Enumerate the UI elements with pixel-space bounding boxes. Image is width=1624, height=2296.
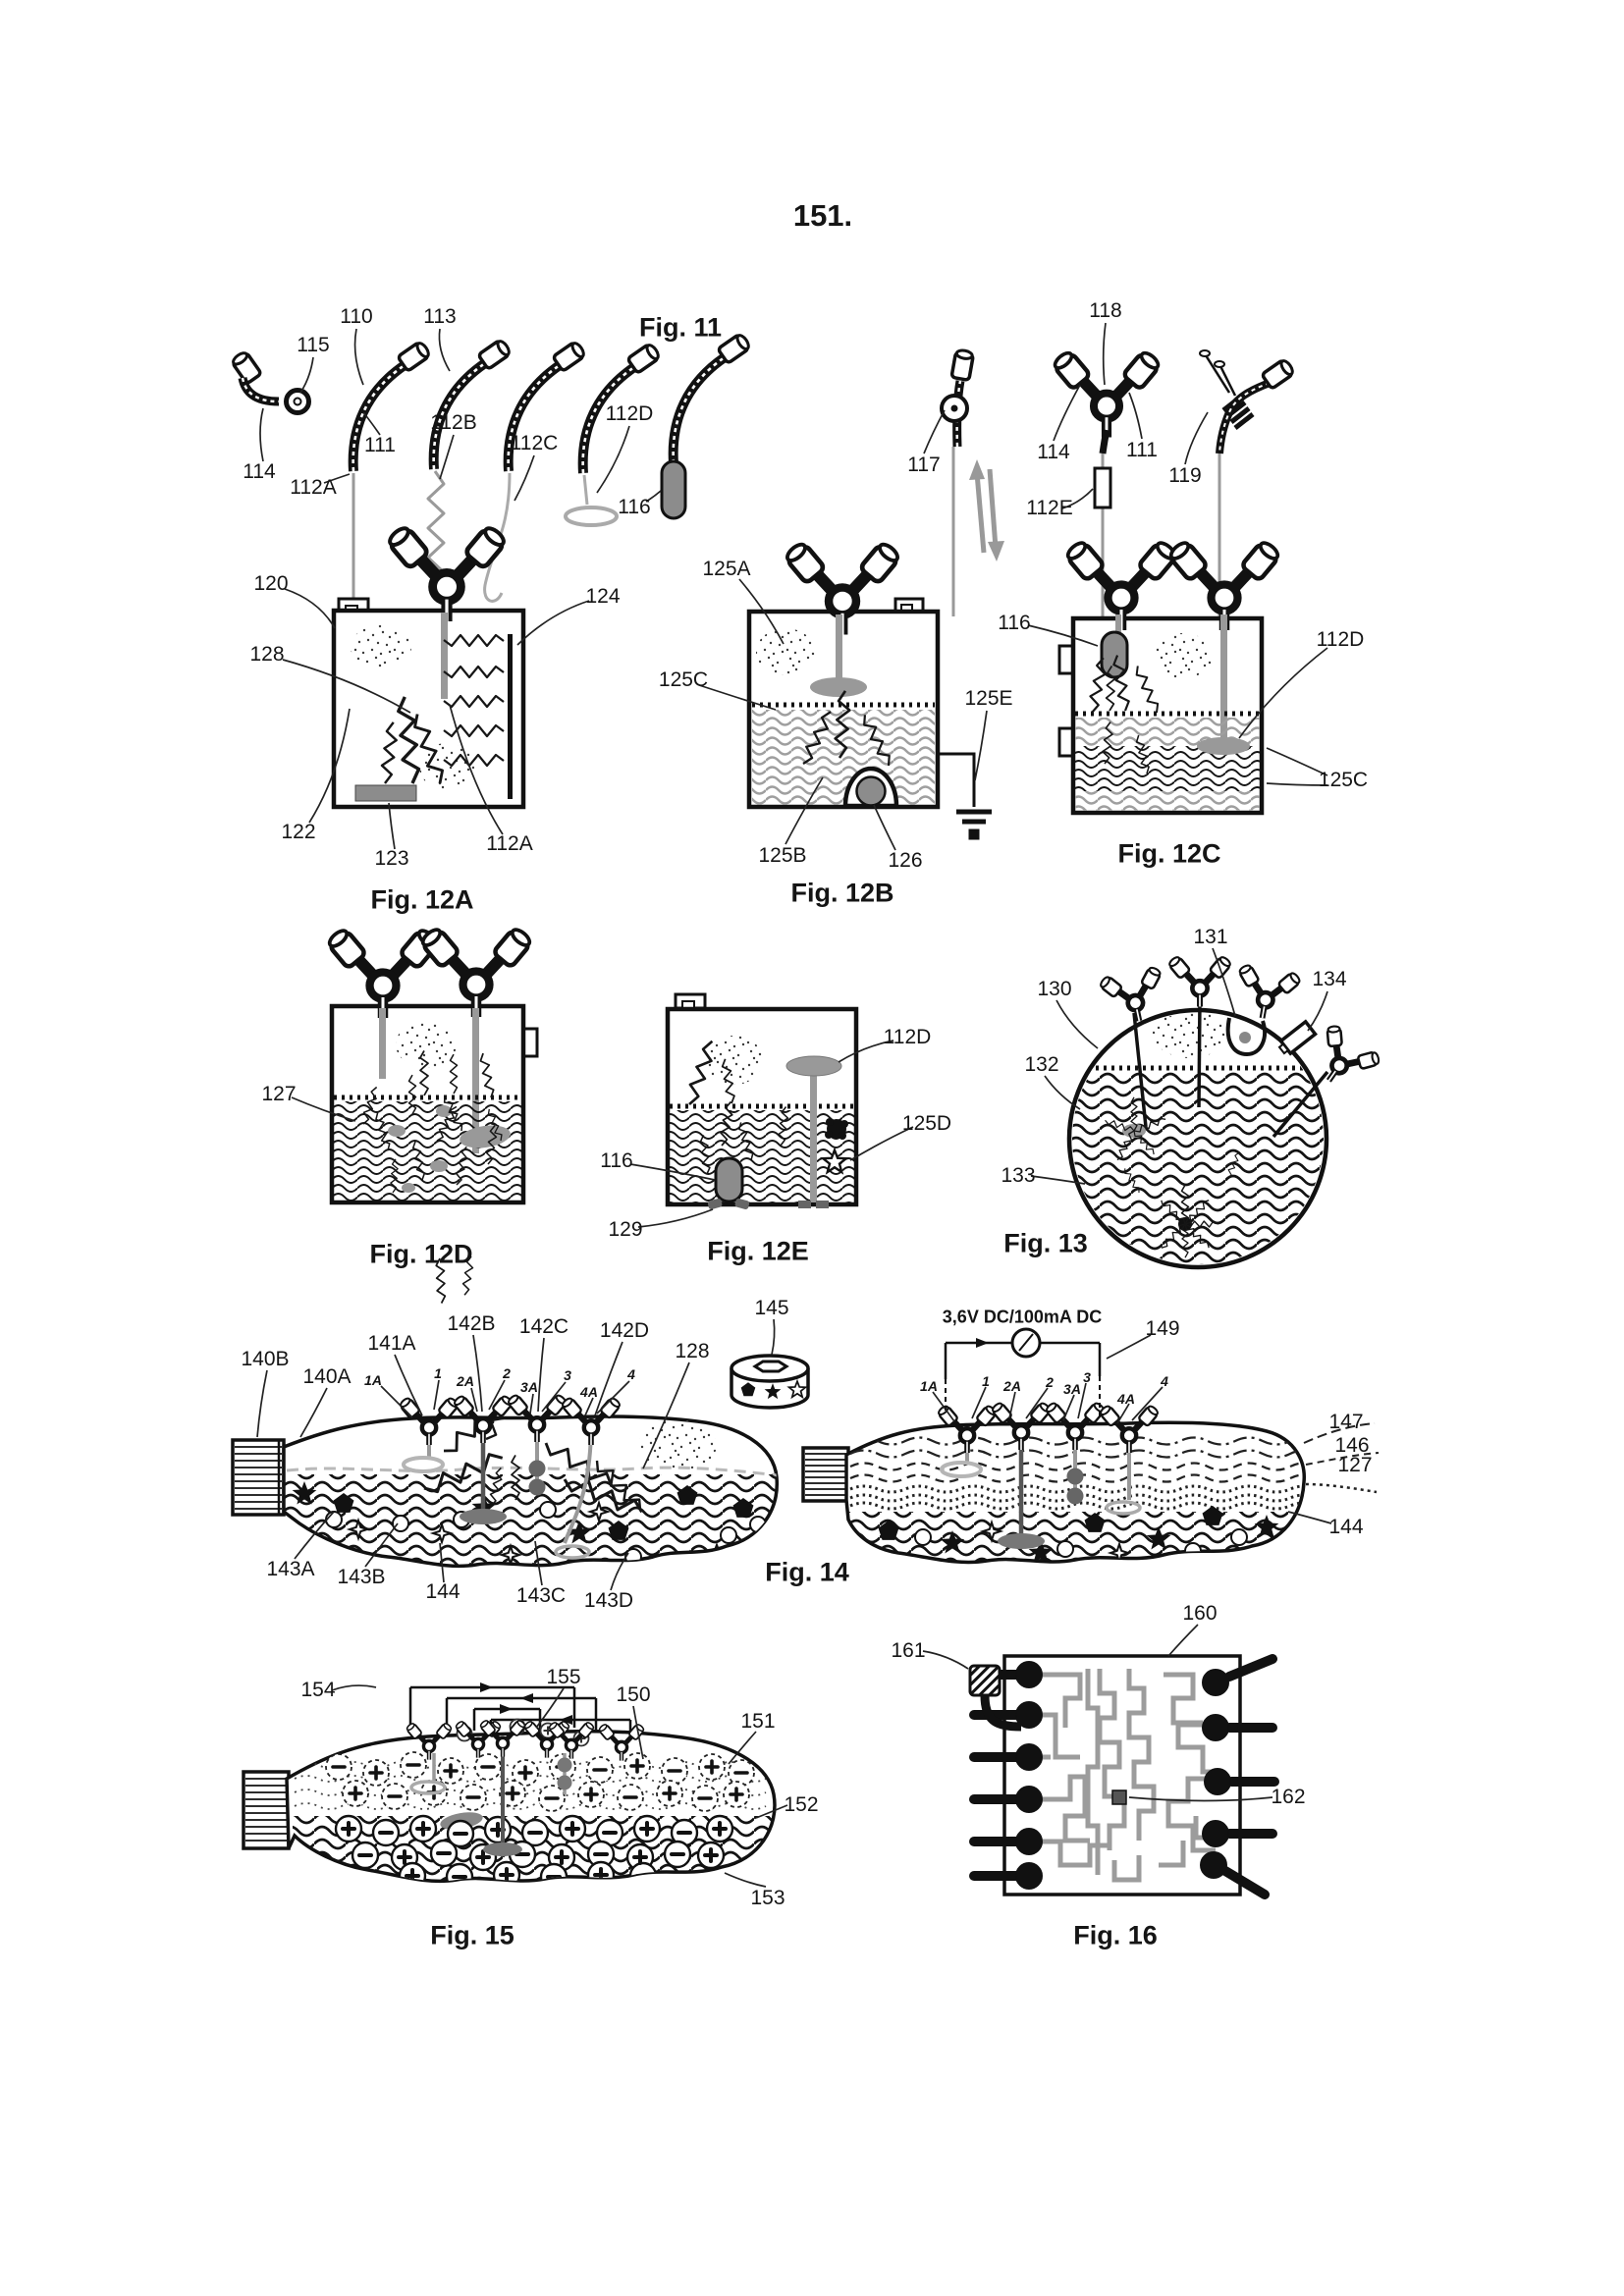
fig14-label-147: 147 <box>1328 1411 1364 1433</box>
fig12a-substrate-123 <box>355 785 416 801</box>
fig14-right-port-3a: 3A <box>1063 1381 1081 1397</box>
fig15-drawing <box>244 1682 787 1890</box>
fig14-label-128: 128 <box>675 1340 710 1362</box>
fig12c-liquid-125c <box>1075 791 1260 811</box>
fig11-title: Fig. 11 <box>638 312 723 343</box>
fig14-left-drawing <box>233 1319 808 1590</box>
fig14-label-144: 144 <box>425 1580 460 1603</box>
y-connector-118 <box>1052 349 1162 438</box>
catheter-116 <box>674 333 751 463</box>
fig14-left-cap <box>233 1440 284 1515</box>
fig12b-label-125c: 125C <box>658 668 709 691</box>
fig14-right-cap <box>803 1448 848 1501</box>
capsule-116-icon <box>662 461 685 518</box>
fig15-label-150: 150 <box>616 1683 651 1706</box>
fig14-right-port-3: 3 <box>1083 1369 1091 1385</box>
fig12d-label-127: 127 <box>261 1083 297 1105</box>
fig14-left-port-4: 4 <box>627 1366 635 1382</box>
fig13-label-132: 132 <box>1024 1053 1059 1076</box>
fig12a-label-128: 128 <box>249 643 285 666</box>
fig13-y-connector-3 <box>1230 962 1303 1024</box>
fig14-circuit-149 <box>946 1329 1100 1417</box>
fig12e-label-112d: 112D <box>883 1026 932 1048</box>
fig13-drawing <box>1031 948 1384 1268</box>
fig11-label-114: 114 <box>243 460 276 483</box>
fig12c-label-116: 116 <box>998 612 1031 634</box>
fig11-label-115: 115 <box>297 334 330 356</box>
fig12e-title: Fig. 12E <box>707 1236 809 1266</box>
fig14-left-port-3a: 3A <box>520 1379 538 1395</box>
fig11-label-112d: 112D <box>605 402 654 425</box>
catheter-113 <box>434 339 512 469</box>
fig13-label-133: 133 <box>1001 1164 1036 1187</box>
fig12e-label-116: 116 <box>600 1149 633 1172</box>
fig14-right-port-4a: 4A <box>1117 1391 1135 1407</box>
fig14-label-127: 127 <box>1337 1454 1373 1476</box>
fig14-label-141a: 141A <box>367 1332 416 1355</box>
fig14-label-140b: 140B <box>241 1348 290 1370</box>
fig11-label-118: 118 <box>1089 299 1122 322</box>
fig12c-disc-112d <box>1197 737 1250 755</box>
fig14-right-port-1: 1 <box>982 1373 990 1389</box>
fig14-left-port-2a: 2A <box>457 1373 474 1389</box>
fig15-label-155: 155 <box>546 1666 581 1688</box>
fig14-label-143b: 143B <box>337 1566 386 1588</box>
current-arrow-icon <box>976 1338 989 1348</box>
fig14-left-port-1a: 1A <box>364 1372 382 1388</box>
fig12a-label-124: 124 <box>585 585 621 608</box>
fig14-label-143c: 143C <box>515 1584 567 1607</box>
fig12c-drawing <box>1028 539 1327 813</box>
fig12b-label-125a: 125A <box>702 558 751 580</box>
fig14-supply-label: 3,6V DC/100mA DC <box>942 1307 1103 1327</box>
fig14-left-port-3: 3 <box>564 1367 571 1383</box>
fig12a-label-120: 120 <box>253 572 289 595</box>
marker-112e-icon <box>1095 468 1110 507</box>
fig15-cap <box>244 1772 289 1848</box>
fig13-label-134: 134 <box>1312 968 1347 990</box>
fig14-label-145: 145 <box>754 1297 789 1319</box>
fig15-label-151: 151 <box>740 1710 776 1733</box>
fig16-label-162: 162 <box>1271 1786 1306 1808</box>
fig14-label-149: 149 <box>1145 1317 1180 1340</box>
fig14-right-port-4: 4 <box>1161 1373 1168 1389</box>
fig11-label-119: 119 <box>1168 464 1202 487</box>
fig13-label-130: 130 <box>1037 978 1072 1000</box>
fig12a-label-112a: 112A <box>486 832 533 855</box>
fig16-label-161: 161 <box>891 1639 926 1662</box>
fig12e-label-129: 129 <box>608 1218 643 1241</box>
fig12d-title: Fig. 12D <box>369 1239 473 1269</box>
fig12b-disc-electrode <box>810 677 867 697</box>
fig12a-probe-112a <box>441 613 448 699</box>
fig12c-label-112d: 112D <box>1316 628 1365 651</box>
fig12b-title: Fig. 12B <box>790 878 894 908</box>
fig12e-particle-blob <box>825 1118 848 1140</box>
fig14-right-port-2: 2 <box>1046 1374 1054 1390</box>
fig12a-title: Fig. 12A <box>370 884 474 915</box>
fig11-label-112e: 112E <box>1026 497 1073 519</box>
fig14-label-142c: 142C <box>518 1315 569 1338</box>
fig12a-label-123: 123 <box>374 847 409 870</box>
fig16-terminal-161 <box>970 1666 1000 1695</box>
fig13-label-131: 131 <box>1193 926 1228 948</box>
fig11-label-114b: 114 <box>1037 441 1070 463</box>
fig11-drawing <box>231 323 1295 616</box>
fig12b-label-125e: 125E <box>964 687 1013 710</box>
fig12b-drawing <box>699 541 992 850</box>
fig12a-electrode-plate-124 <box>508 634 513 799</box>
fig15-label-153: 153 <box>750 1887 785 1909</box>
fig12e-disc-112d <box>786 1056 841 1076</box>
updown-arrows-icon <box>969 459 1004 561</box>
fig14-label-146: 146 <box>1334 1434 1370 1457</box>
fig12c-label-125c: 125C <box>1318 769 1369 791</box>
fig16-drawing <box>923 1625 1274 1895</box>
fig11-label-111b: 111 <box>1126 439 1158 461</box>
fig15-title: Fig. 15 <box>430 1920 514 1950</box>
fig12e-label-125d: 125D <box>901 1112 952 1135</box>
fig16-label-160: 160 <box>1182 1602 1218 1625</box>
fig14-left-port-4a: 4A <box>580 1384 598 1400</box>
fig14-left-port-1: 1 <box>434 1365 442 1381</box>
fig11-label-110: 110 <box>340 305 373 328</box>
fig14-label-140a: 140A <box>302 1365 352 1388</box>
fig12e-drawing <box>630 994 913 1227</box>
fig14-right-port-1a: 1A <box>920 1378 938 1394</box>
fig15-label-152: 152 <box>784 1793 819 1816</box>
fig13-y-connector-2 <box>1167 955 1232 1007</box>
fig16-title: Fig. 16 <box>1073 1920 1158 1950</box>
fig14-label-144r: 144 <box>1328 1516 1364 1538</box>
fig14-label-142d: 142D <box>599 1319 650 1342</box>
fig11-label-117: 117 <box>907 454 941 476</box>
fig16-chip-162 <box>1112 1790 1126 1804</box>
fig11-label-111: 111 <box>364 434 396 456</box>
fig11-label-112c: 112C <box>510 432 559 454</box>
fig14-title: Fig. 14 <box>765 1557 849 1587</box>
fig15-label-154: 154 <box>300 1679 336 1701</box>
fig12a-label-122: 122 <box>281 821 316 843</box>
ground-symbol-125e <box>956 812 992 839</box>
fig12e-capsule-116 <box>716 1158 742 1201</box>
fig11-label-113: 113 <box>423 305 457 328</box>
fig11-label-116: 116 <box>618 496 651 518</box>
fig12b-label-126: 126 <box>888 849 923 872</box>
fig14-right-drawing <box>803 1329 1379 1564</box>
fig14-label-143d: 143D <box>583 1589 634 1612</box>
fig12a-drawing <box>283 524 589 849</box>
fig14-label-143a: 143A <box>266 1558 315 1580</box>
fig13-title: Fig. 13 <box>1003 1228 1088 1258</box>
fig14-can-145 <box>731 1356 808 1408</box>
fig12c-title: Fig. 12C <box>1117 838 1221 869</box>
fig14-label-142b: 142B <box>447 1312 496 1335</box>
fig11-label-112a: 112A <box>290 476 337 499</box>
loop-electrode-icon <box>566 507 617 525</box>
fig14-left-port-2: 2 <box>503 1365 511 1381</box>
fig11-label-112b: 112B <box>430 411 477 434</box>
fig12d-y-connector-right <box>419 926 533 1017</box>
fig12b-label-125b: 125B <box>758 844 807 867</box>
fig14-right-port-2a: 2A <box>1003 1378 1021 1394</box>
page-number: 151. <box>792 198 853 233</box>
